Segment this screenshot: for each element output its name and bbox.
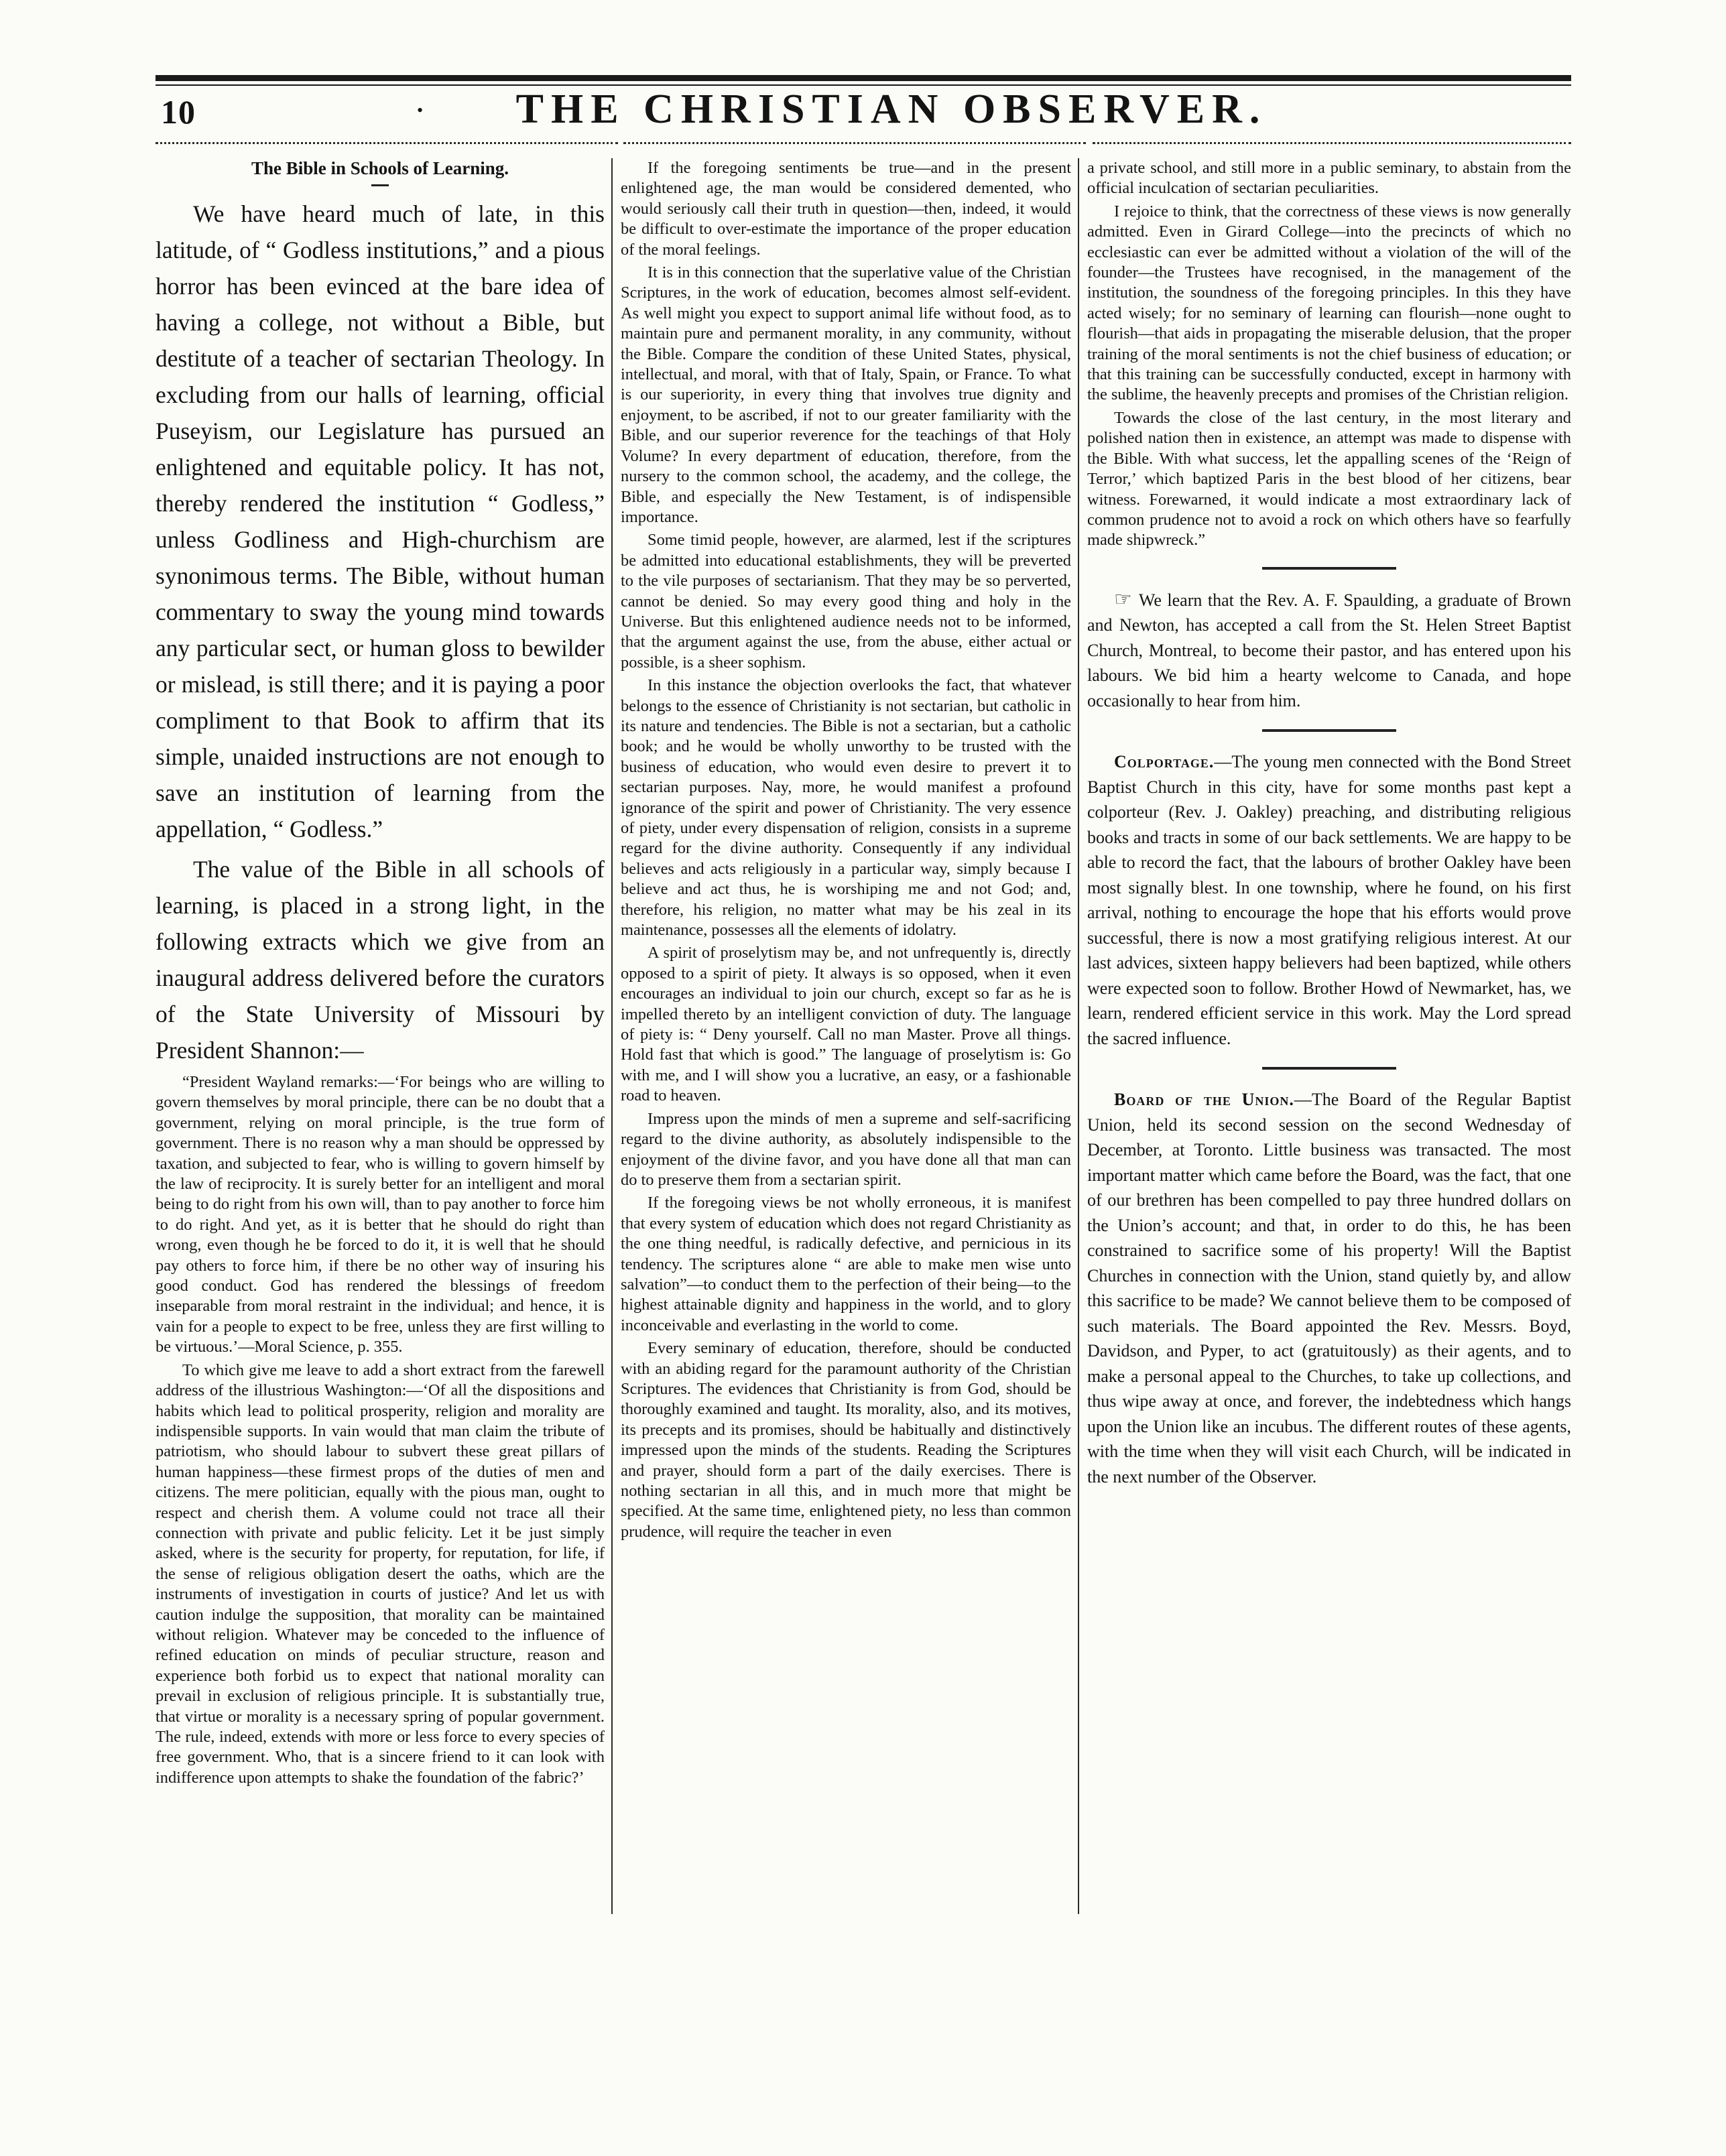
paragraph: I rejoice to think, that the correctness of these views is now generally admitted. Even in Girard College—into the precincts of which no ecclesiastic can ever be admitted without a violation of the will of the founder—the Trustees have recognised, in the management of the institution, the soundness of the foregoing principles. In this they have acted wisely; for no seminary of learning can flourish—none ought to flourish—that aids in propagating the miserable delusion, that the proper training of the moral sentiments is not the chief business of education; or that this training can be successfully conducted, except in harmony with the sublime, the heavenly precepts and promises of the Christian religion.	[1087, 202, 1571, 404]
paragraph: Every seminary of education, therefore, should be conducted with an abiding regard for the paramount authority of the Christian Scriptures. The evidences that Christianity is from God, should be thoroughly examined and taught. Its morality, also, and its motives, its precepts and its promises, should be habitually and distinctively impressed upon the minds of the students. Reading the Scriptures and prayer, should form a part of the daily exercises. There is nothing sectarian in all this, and in much more that might be specified. At the same time, enlightened piety, no less than common prudence, will require the teacher in even	[621, 1339, 1071, 1541]
section-divider	[1262, 1067, 1396, 1070]
wavy-rule-middle	[623, 142, 1086, 148]
quotation: To which give me leave to add a short extract from the farewell address of the illustrious Washington:—‘Of all the dispositions and habits which lead to political prosperity, religion and morality are indispensible supports. In vain would that man claim the tribute of patriotism, who should labour to subvert these great pillars of human happiness—these firmest props of the duties of men and citizens. The mere politician, equally with the pious man, ought to respect and cherish them. A volume could not trace all their connection with private and public felicity. Let it be just simply asked, where is the security for property, for reputation, for life, if the sense of religious obligation desert the oaths, which are the instruments of investigation in courts of justice? And let us with caution indulge the supposition, that morality can be maintained without religion. Whatever may be conceded to the influence of refined education on minds of peculiar structure, reason and experience both forbid us to expect that national morality can prevail in exclusion of religious principle. It is substantially true, that virtue or morality is a necessary spring of popular government. The rule, indeed, extends with more or less force to every species of free government. Who, that is a sincere friend to it can look with indifference upon attempts to shake the foundation of the fabric?’	[156, 1360, 605, 1787]
quotation: “President Wayland remarks:—‘For beings who are willing to govern themselves by moral principle, there can be no doubt that a government, relying on moral principle, is the true form of government. There is no reason why a man should be oppressed by taxation, and subjected to fear, who is willing to govern himself by the law of reciprocity. It is surely better for an intelligent and moral being to do right from his own will, than to pay another to force him to do right. And yet, as it is better that he should do right than wrong, even though he be forced to do it, it is well that he should pay others to force him, if there be no other way of insuring his good conduct. God has rendered the blessings of freedom inseparable from moral restraint in the individual; and hence, it is vain for a people to expect to be free, unless they are first willing to be virtuous.’—Moral Science, p. 355.	[156, 1073, 605, 1356]
title-rule	[371, 184, 389, 186]
colportage-paragraph	[1087, 749, 1571, 1051]
wavy-rule-left	[156, 142, 618, 148]
section-divider	[1262, 729, 1396, 732]
column-3	[1087, 158, 1571, 1927]
paragraph: The value of the Bible in all schools of learning, is placed in a strong light, in the following extracts which we give from an inaugural address delivered before the curators of the State University of Missouri by President Shannon:—	[156, 856, 605, 1064]
paragraph: a private school, and still more in a public seminary, to abstain from the official inculcation of sectarian peculiarities.	[1087, 159, 1571, 198]
paragraph: It is in this connection that the superlative value of the Christian Scriptures, in the work of education, becomes almost self-evident. As well might you expect to support animal life without food, as to maintain pure and permanent morality, in any community, without the Bible. Compare the condition of these United States, physical, intellectual, and moral, with that of Italy, Spain, or France. To what is our superiority, in every thing that involves true dignity and enjoyment, to be ascribed, if not to our greater familiarity with the Bible, and our superior reverence for the teachings of that Holy Volume? In every department of education, therefore, from the nursery to the common school, the academy, and the college, the Bible, and especially the New Testament, is of indispensible importance.	[621, 263, 1071, 526]
article-title: The Bible in Schools of Learning.	[251, 158, 509, 178]
pointing-hand-icon: ☞	[1114, 588, 1132, 611]
paragraph: If the foregoing views be not wholly erroneous, it is manifest that every system of education which does not regard Christianity as the one thing needful, is radically defective, and pernicious in its tendency. The scriptures alone “ are able to make men wise unto salvation”—to conduct them to the perfection of their being—to the highest attainable dignity and happiness in the world, and to glory inconceivable and everlasting in the world to come.	[621, 1194, 1071, 1334]
masthead-rule	[156, 75, 1571, 81]
ornament-dot: •	[417, 101, 424, 120]
board-text: —The Board of the Regular Baptist Union, held its second session on the second Wednesday of December, at Toronto. Little business was transacted. The most important matter which came before the Board, was the fact, that one of our brethren has been compelled to pay three hundred dollars on the Union’s account; and that, in order to do this, he has been constrained to sacrifice some of his property! Will the Baptist Churches in connection with the Union, stand quietly by, and allow this sacrifice to be made? We cannot believe them to be composed of such materials. The Board appointed the Rev. Messrs. Boyd, Davidson, and Pyper, to act (gratuitously) as their agents, and to make a personal appeal to the Churches, to take up collections, and thus wipe away at once, and forever, the indebtedness which hangs upon the Union like an incubus. The different routes of these agents, with the time when they will visit each Church, will be indicated in the next number of the Observer.	[1087, 1090, 1571, 1486]
notice-paragraph	[1087, 587, 1571, 714]
section-label: Colportage.	[1114, 752, 1215, 772]
paragraph: Towards the close of the last century, in the most literary and polished nation then in existence, an attempt was made to dispense with the Bible. With what success, let the appalling scenes of the ‘Reign of Terror,’ which baptized Paris in the best blood of her citizens, bear witness. Forewarned, it would indicate a most extraordinary lack of common prudence not to avoid a rock on which others have so fearfully made shipwreck.”	[1087, 408, 1571, 550]
notice-text: We learn that the Rev. A. F. Spaulding, a graduate of Brown and Newton, has accepted a call from the St. Helen Street Baptist Church, Montreal, to become their pastor, and has entered upon his labours. We bid him a hearty welcome to Canada, and hope occasionally to hear from him.	[1087, 590, 1571, 710]
page-number: 10	[161, 93, 196, 131]
paragraph: If the foregoing sentiments be true—and in the present enlightened age, the man would be considered demented, who would seriously call their truth in question—then, indeed, it would be difficult to over-estimate the importance of the proper education of the moral feelings.	[621, 159, 1071, 259]
newspaper-title: THE CHRISTIAN OBSERVER.	[515, 86, 1268, 132]
section-label: Board of the Union.	[1114, 1090, 1294, 1110]
paragraph: A spirit of proselytism may be, and not unfrequently is, directly opposed to a spirit of piety. It always is so opposed, when it even encourages an individual to join our church, except so far as he is impelled thereto by an intelligent conviction of duty. The language of piety is: “ Deny yourself. Call no man Master. Prove all things. Hold fast that which is good.” The language of proselytism is: Go with me, and I will show you a lucrative, an easy, or a fashionable road to heaven.	[621, 944, 1071, 1105]
board-paragraph	[1087, 1087, 1571, 1489]
paragraph: We have heard much of late, in this latitude, of “ Godless institutions,” and a pious horror has been evinced at the bare idea of having a college, not without a Bible, but destitute of a teacher of sectarian Theology. In excluding from our halls of learning, official Puseyism, our Legislature has pursued an enlightened and equitable policy. It has not, thereby rendered the institution “ Godless,” unless Godliness and High-churchism are synonimous terms. The Bible, without human commentary to sway the young mind towards any particular sect, or human gloss to bewilder or mislead, is still there; and it is paying a poor compliment to that Book to affirm that its simple, unaided instructions are not enough to save an institution of learning from the appellation, “ Godless.”	[156, 200, 605, 842]
paragraph: Impress upon the minds of men a supreme and self-sacrificing regard to the divine authority, as absolutely indispensible to the enjoyment of the divine favor, and you have done all that man can do to preserve them from a sectarian spirit.	[621, 1109, 1071, 1189]
column-divider	[1078, 158, 1079, 1914]
column-divider	[611, 158, 613, 1914]
colportage-text: —The young men connected with the Bond Street Baptist Church in this city, have for some months past kept a colporteur (Rev. J. Oakley) preaching, and distributing religious books and tracts in some of our back settlements. We are happy to be able to record the fact, that the labours of brother Oakley have been most signally blest. In one township, where he found, on his first arrival, nothing to encourage the hope that his efforts would prove successful, there is now a most gratifying religious interest. At our last advices, sixteen happy believers had been baptized, while others were expected soon to follow. Brother Howd of Newmarket, has, we learn, rendered efficient service in this work. May the Lord spread the sacred influence.	[1087, 752, 1571, 1048]
paragraph: Some timid people, however, are alarmed, lest if the scriptures be admitted into educational establishments, they will be preverted to the vile purposes of sectarianism. That they may be so perverted, cannot be denied. So may every good thing and holy in the Universe. But this enlightened audience needs not to be informed, that the argument against the use, from the abuse, either actual or possible, is a sheer sophism.	[621, 531, 1071, 672]
paragraph: In this instance the objection overlooks the fact, that whatever belongs to the essence of Christianity is not sectarian, but catholic in its nature and tendencies. The Bible is not a sectarian, but a catholic book; and he would be wholly unworthy to be trusted with the business of education, who would even desire to prevert it to sectarian purposes. Nay, more, he would manifest a profound ignorance of the spirit and power of Christianity. The very essence of piety, under every dispensation of religion, consists in a supreme regard for the divine authority. Consequently if any individual believes and acts religiously in a particular way, simply because I believe and act thus, he is worshiping me and not God; and, therefore, his religion, no matter what may be his zeal in its maintenance, possesses all the elements of idolatry.	[621, 676, 1071, 940]
column-1	[156, 158, 605, 1927]
section-divider	[1262, 567, 1396, 570]
wavy-rule-right	[1093, 142, 1571, 148]
column-2	[621, 158, 1071, 1927]
